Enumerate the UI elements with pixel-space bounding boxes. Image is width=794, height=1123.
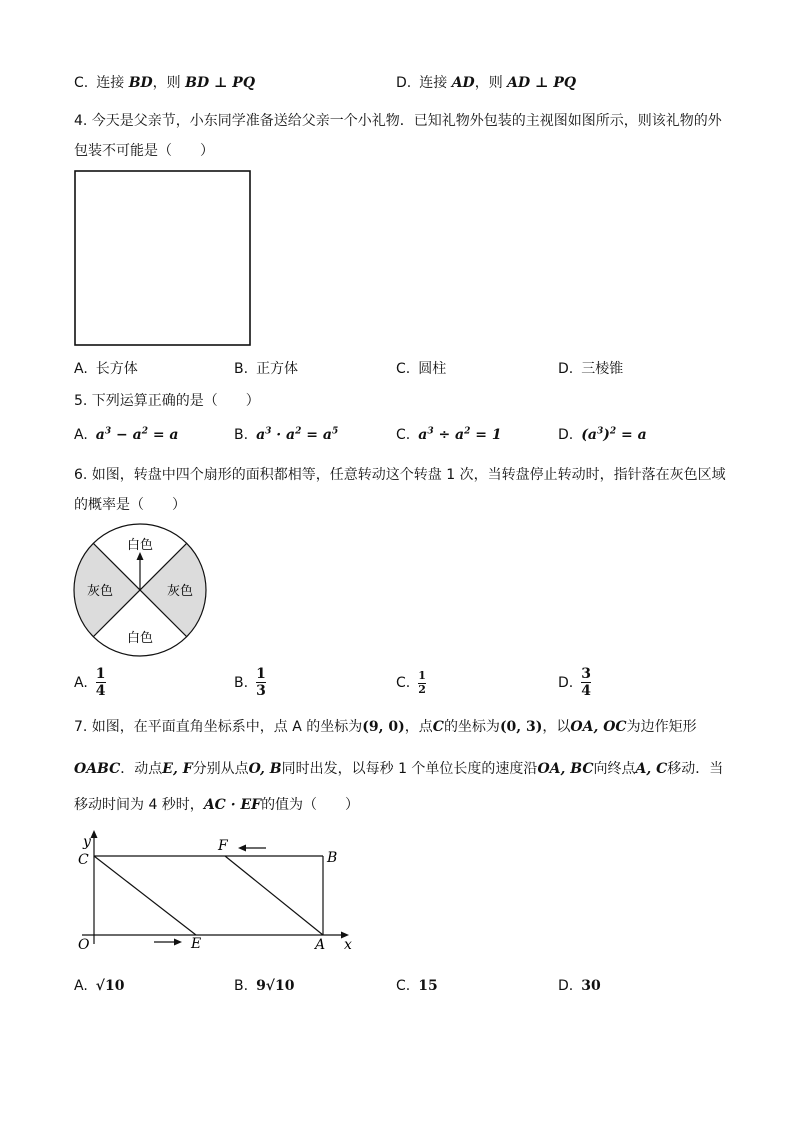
sector-label-right: 灰色 bbox=[166, 584, 194, 599]
stem-text: ，点 bbox=[404, 719, 433, 735]
option-label: D. bbox=[396, 75, 412, 91]
q4-option-c bbox=[396, 358, 446, 378]
coordinate-c: (0, 3) bbox=[499, 719, 543, 735]
stem-text: 向终点 bbox=[593, 761, 636, 777]
math-expression: $a^3 \cdot a^2 = a^5$ bbox=[256, 426, 339, 443]
fraction bbox=[96, 666, 106, 699]
segment-ce bbox=[94, 856, 196, 935]
q6-stem-line1: 6. 如图，转盘中四个扇形的面积都相等，任意转动这个转盘 1 次，当转盘停止转动时，指针落在灰色区域 bbox=[74, 467, 726, 483]
math-paths: OA, BC bbox=[537, 761, 594, 777]
q4-front-view-figure bbox=[74, 170, 252, 347]
option-label: A. bbox=[74, 361, 88, 377]
q7-stem-line1 bbox=[74, 716, 697, 736]
math-segment: AD bbox=[451, 75, 475, 91]
q4-option-b bbox=[234, 358, 298, 378]
stem-text: 的值为（ ） bbox=[261, 797, 360, 813]
denominator: 4 bbox=[95, 683, 106, 700]
q7-stem-line3 bbox=[74, 794, 359, 814]
math-expression: AC · EF bbox=[203, 797, 262, 813]
label-o: O bbox=[78, 937, 90, 952]
option-value: 9√10 bbox=[256, 978, 295, 994]
label-c: C bbox=[78, 852, 89, 868]
numerator: 1 bbox=[418, 669, 426, 682]
option-text: 三棱锥 bbox=[581, 361, 624, 377]
math-rect: OABC bbox=[74, 761, 121, 777]
q6-option-c bbox=[396, 670, 426, 696]
q6-option-b bbox=[234, 666, 266, 699]
stem-text: ．动点 bbox=[120, 761, 163, 777]
fraction bbox=[581, 666, 591, 699]
option-label: D. bbox=[558, 361, 574, 377]
q4-stem-line1: 4. 今天是父亲节，小东同学准备送给父亲一个小礼物．已知礼物外包装的主视图如图所示，则该礼物的外 bbox=[74, 113, 722, 129]
q5-option-d bbox=[558, 426, 647, 443]
q7-option-a bbox=[74, 978, 124, 994]
math-ends: A, C bbox=[635, 761, 668, 777]
stem-text: 7. 如图，在平面直角坐标系中，点 A 的坐标为 bbox=[74, 719, 363, 735]
option-label: B. bbox=[234, 426, 249, 443]
fraction bbox=[256, 666, 266, 699]
denominator: 2 bbox=[418, 682, 426, 696]
label-f: F bbox=[218, 838, 228, 854]
option-label: B. bbox=[234, 361, 249, 377]
stem-text: 移动时间为 4 秒时， bbox=[74, 797, 204, 813]
option-label: C. bbox=[396, 978, 411, 994]
math-start: O, B bbox=[248, 761, 282, 777]
numerator: 1 bbox=[256, 666, 266, 682]
q3-option-c bbox=[74, 72, 255, 92]
y-axis-arrow-icon bbox=[91, 830, 98, 838]
q7-rectangle-figure bbox=[72, 828, 362, 952]
stem-text: 的坐标为 bbox=[443, 719, 500, 735]
stem-text: 分别从点 bbox=[192, 761, 249, 777]
option-text: ，则 bbox=[474, 75, 503, 91]
math-relation: AD ⊥ PQ bbox=[507, 75, 577, 91]
square-outline bbox=[75, 171, 250, 345]
option-label: C. bbox=[74, 75, 89, 91]
option-label: D. bbox=[558, 674, 574, 691]
q7-option-c bbox=[396, 978, 438, 994]
point-c: C bbox=[432, 719, 444, 735]
q7-option-d bbox=[558, 978, 601, 994]
option-label: D. bbox=[558, 426, 574, 443]
option-value: 30 bbox=[581, 978, 601, 994]
option-label: B. bbox=[234, 674, 249, 691]
option-text: 连接 bbox=[96, 75, 125, 91]
q5-option-b bbox=[234, 426, 338, 443]
option-value: √10 bbox=[95, 978, 125, 994]
arrow-right-icon bbox=[174, 939, 182, 946]
option-text: 圆柱 bbox=[418, 361, 447, 377]
label-y: y bbox=[83, 834, 91, 850]
option-label: D. bbox=[558, 978, 574, 994]
numerator: 1 bbox=[95, 666, 106, 682]
option-label: A. bbox=[74, 674, 88, 691]
stem-text: ，以 bbox=[542, 719, 571, 735]
option-label: C. bbox=[396, 361, 411, 377]
option-label: C. bbox=[396, 675, 411, 692]
q4-stem-line2: 包装不可能是（ ） bbox=[74, 143, 214, 159]
pointer-arrowhead-icon bbox=[137, 552, 144, 560]
q6-stem-line2: 的概率是（ ） bbox=[74, 497, 186, 513]
q5-option-a bbox=[74, 426, 179, 443]
q5-stem: 5. 下列运算正确的是（ ） bbox=[74, 393, 260, 409]
option-text: 连接 bbox=[419, 75, 448, 91]
option-label: A. bbox=[74, 426, 88, 443]
sector-label-bottom: 白色 bbox=[126, 631, 154, 646]
q6-spinner-figure bbox=[72, 522, 208, 658]
math-segment: BD bbox=[128, 75, 153, 91]
numerator: 3 bbox=[581, 666, 591, 682]
q4-option-d bbox=[558, 358, 623, 378]
option-text: ，则 bbox=[152, 75, 181, 91]
math-expression: $a^3 - a^2 = a$ bbox=[95, 426, 179, 443]
q6-option-a bbox=[74, 666, 106, 699]
q7-stem-line2 bbox=[74, 758, 723, 778]
coordinate-a: (9, 0) bbox=[362, 719, 405, 735]
option-label: A. bbox=[74, 978, 88, 994]
stem-text: 移动．当 bbox=[667, 761, 724, 777]
option-text: 长方体 bbox=[95, 361, 138, 377]
math-points: E, F bbox=[162, 761, 193, 777]
option-value: 15 bbox=[418, 978, 438, 994]
label-b: B bbox=[327, 850, 338, 866]
denominator: 4 bbox=[581, 683, 591, 700]
sector-label-left: 灰色 bbox=[86, 584, 114, 599]
option-label: C. bbox=[396, 426, 411, 443]
q4-option-a bbox=[74, 358, 138, 378]
q5-option-c bbox=[396, 426, 502, 443]
fraction bbox=[418, 670, 426, 696]
stem-text: 同时出发，以每秒 1 个单位长度的速度沿 bbox=[281, 761, 538, 777]
label-x: x bbox=[344, 937, 352, 952]
stem-text: 为边作矩形 bbox=[626, 719, 697, 735]
math-relation: BD ⊥ PQ bbox=[185, 75, 256, 91]
denominator: 3 bbox=[256, 683, 266, 700]
q6-option-d bbox=[558, 666, 591, 699]
arrow-left-icon bbox=[238, 845, 246, 852]
label-a: A bbox=[315, 937, 326, 952]
option-text: 正方体 bbox=[256, 361, 299, 377]
q3-option-d bbox=[396, 72, 576, 92]
math-expression: $(a^3)^2 = a$ bbox=[581, 426, 647, 443]
label-e: E bbox=[191, 936, 202, 952]
math-expression: $a^3 \div a^2 = 1$ bbox=[418, 426, 502, 443]
math-sides: OA, OC bbox=[570, 719, 627, 735]
q7-option-b bbox=[234, 978, 295, 994]
sector-label-top: 白色 bbox=[126, 538, 154, 553]
segment-fa bbox=[225, 856, 323, 935]
option-label: B. bbox=[234, 978, 249, 994]
